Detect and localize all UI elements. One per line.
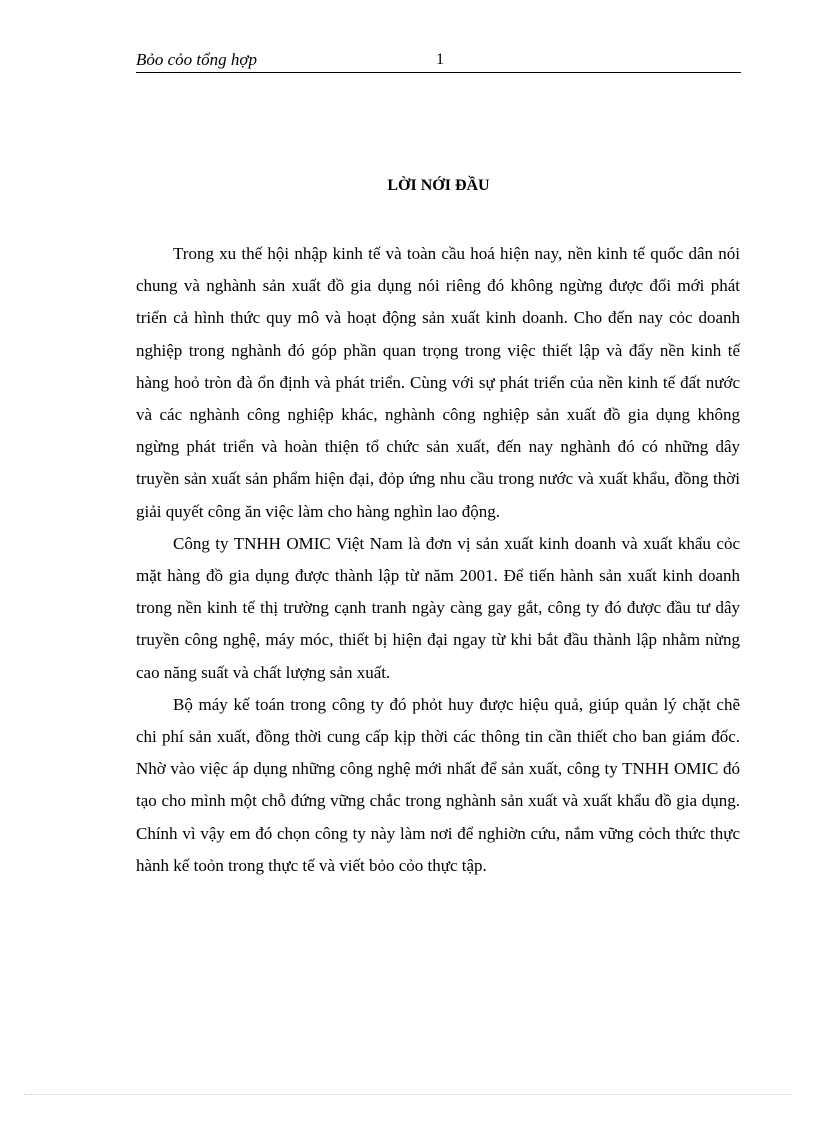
page-number: 1 bbox=[436, 51, 444, 68]
paragraph: Công ty TNHH OMIC Việt Nam là đơn vị sản xuất kinh doanh và xuất khẩu cỏc mặt hàng đồ gia dụng được thành lập từ năm 2001. Để tiến hành sản xuất kinh doanh trong nền kinh tế thị trường cạnh tranh ngày càng gay gắt, công ty đó được đầu tư dây truyền công nghệ, máy móc, thiết bị hiện đại ngay từ khi bắt đầu thành lập nhằm nừng cao năng suất và chất lượng sản xuất. bbox=[136, 533, 740, 682]
paragraph: Bộ máy kế toán trong công ty đó phỏt huy được hiệu quả, giúp quản lý chặt chẽ chi phí sản xuất, đồng thời cung cấp kịp thời các thông tin cần thiết cho ban giám đốc. Nhờ vào việc áp dụng những công nghệ mới nhất để sản xuất, công ty TNHH OMIC đó tạo cho mình một chỗ đứng vững chắc trong nghành sản xuất và xuất khẩu đồ gia dụng. Chính vì vậy em đó chọn công ty này làm nơi để nghiờn cứu, nắm vững cỏch thức thực hành kế toỏn trong thực tế và viết bỏo cỏo thực tập. bbox=[136, 694, 740, 875]
page-header bbox=[136, 50, 741, 73]
document-title: LỜI NỚI ĐẦU bbox=[387, 177, 490, 194]
paragraph: Trong xu thế hội nhập kinh tế và toàn cầu hoá hiện nay, nền kinh tế quốc dân nói chung và nghành sản xuất đồ gia dụng nói riêng đó không ngừng được đổi mới phát triển cả hình thức quy mô và hoạt động sản xuất kinh doanh. Cho đến nay cỏc doanh nghiệp trong nghành đó góp phần quan trọng trong việc thiết lập và đẩy nền kinh tế hàng hoỏ tròn đà ổn định và phát triển. Cùng với sự phát triển của nền kinh tế đất nước và các nghành công nghiệp khác, nghành công nghiệp sản xuất đồ gia dụng không ngừng phát triển và hoàn thiện tổ chức sản xuất, đến nay nghành đó có những dây truyền sản xuất sản phẩm hiện đại, đỏp ứng nhu cầu trong nước và xuất khẩu, đồng thời giải quyết công ăn việc làm cho hàng nghìn lao động. bbox=[136, 244, 740, 521]
header-title: Bỏo cỏo tổng hợp bbox=[136, 50, 257, 69]
document-body bbox=[136, 238, 740, 882]
footer-divider bbox=[24, 1094, 792, 1095]
